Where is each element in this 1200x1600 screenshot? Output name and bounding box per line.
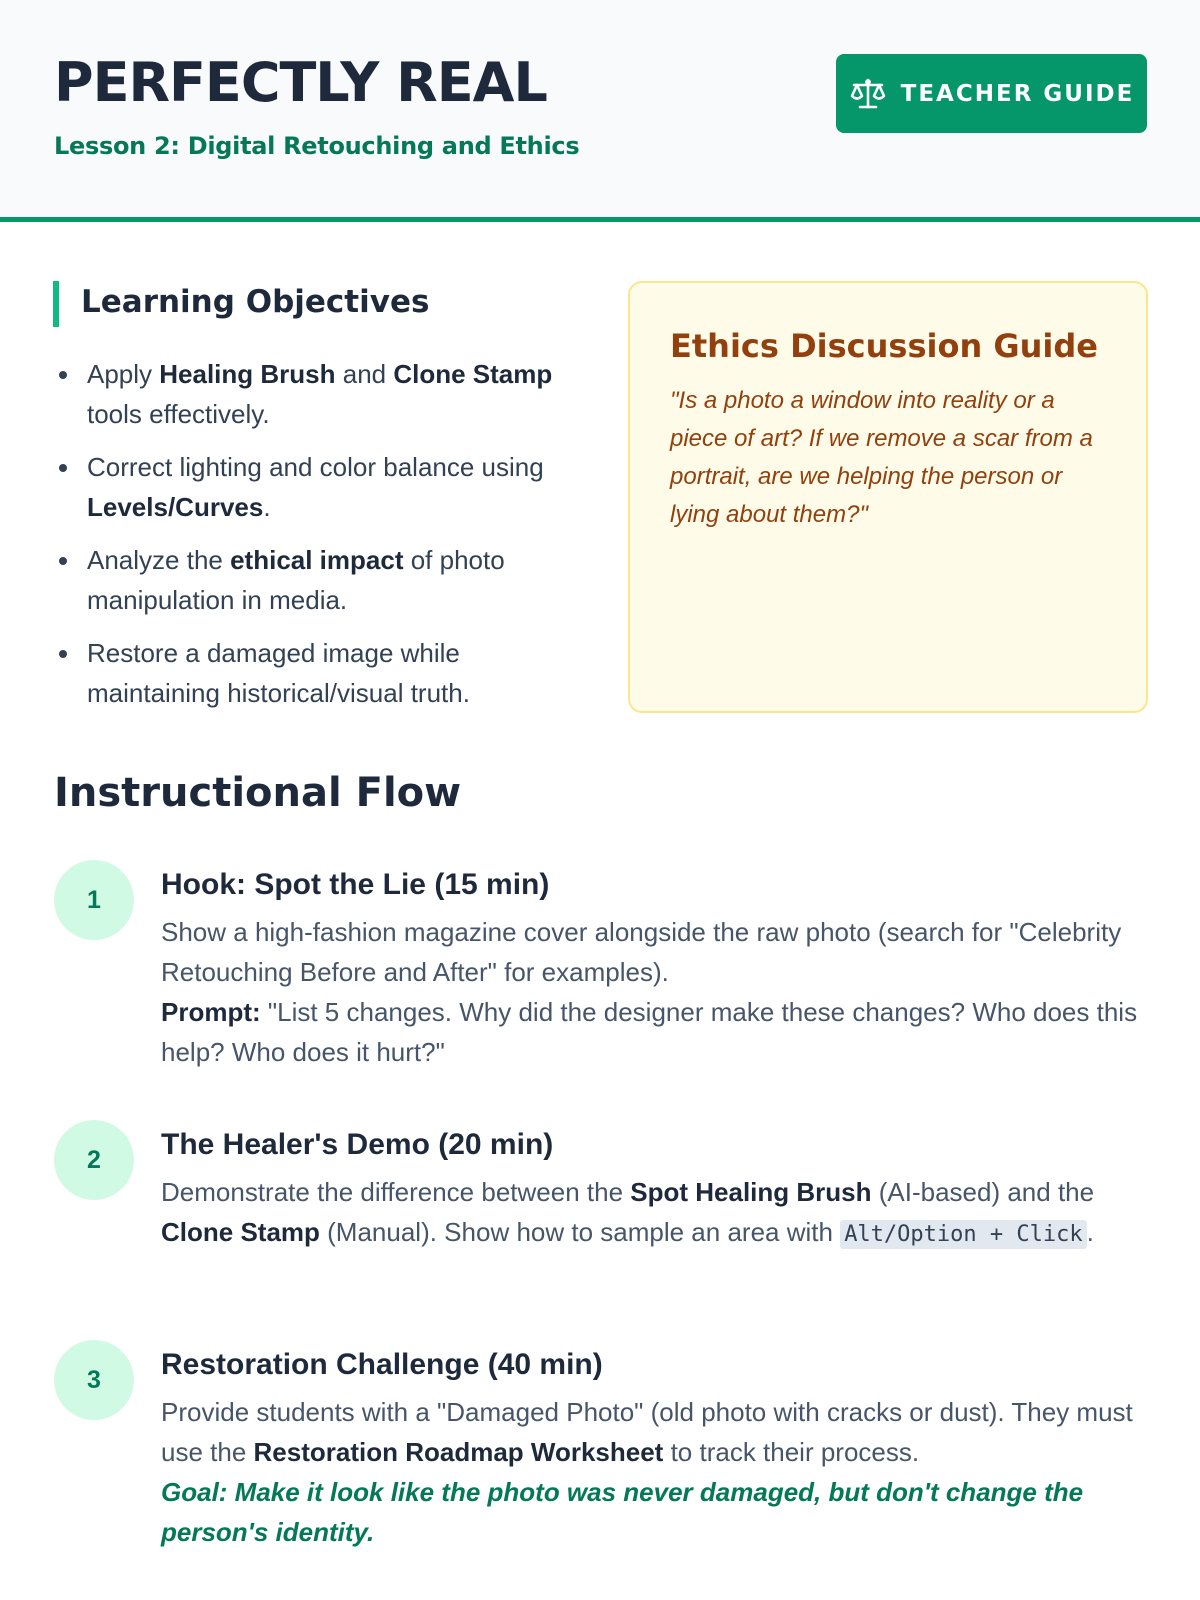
step-number-badge: 2 [54, 1120, 134, 1200]
step-title: The Healer's Demo (20 min) [161, 1128, 554, 1161]
step-goal: Goal: Make it look like the photo was never damaged, but don't change the person's identity. [161, 1477, 1084, 1547]
step-number-badge: 1 [54, 860, 134, 940]
objective-item: Restore a damaged image while maintaining historical/visual truth. [54, 633, 574, 713]
step-description: Provide students with a "Damaged Photo" (old photo with cracks or dust). They must use the Restoration Roadmap Worksheet to track their process. Goal: Make it look like the photo was never damaged, but don't change the person's identity. [161, 1392, 1151, 1552]
objectives-heading: Learning Objectives [81, 284, 430, 320]
ethics-quote: "Is a photo a window into reality or a piece of art? If we remove a scar from a portrait, are we helping the person or lying about them?" [670, 387, 1093, 528]
keyboard-shortcut: Alt/Option + Click [840, 1220, 1086, 1249]
bullet-dot [59, 650, 67, 658]
bullet-dot [59, 464, 67, 472]
page-title: PERFECTLY REAL [54, 51, 547, 114]
step-description: Demonstrate the difference between the Spot Healing Brush (AI-based) and the Clone Stamp (Manual). Show how to sample an area with Alt/Option + Click . [161, 1177, 1095, 1247]
bullet-dot [59, 371, 67, 379]
step-number-badge: 3 [54, 1340, 134, 1420]
objective-item: Correct lighting and color balance using Levels/Curves. [54, 447, 574, 527]
lesson-subtitle: Lesson 2: Digital Retouching and Ethics [54, 132, 580, 160]
bullet-dot [59, 557, 67, 565]
step-title: Hook: Spot the Lie (15 min) [161, 868, 550, 901]
objective-item: Apply Healing Brush and Clone Stamp tools effectively. [54, 354, 574, 434]
ethics-heading: Ethics Discussion Guide [670, 327, 1098, 365]
objective-item: Analyze the ethical impact of photo manipulation in media. [54, 540, 574, 620]
step-title: Restoration Challenge (40 min) [161, 1348, 603, 1381]
page-header [0, 0, 1200, 222]
objectives-list [54, 354, 574, 726]
teacher-guide-badge[interactable] [836, 54, 1147, 133]
ethics-discussion-card [628, 281, 1148, 713]
teacher-guide-label: TEACHER GUIDE [900, 80, 1135, 107]
objectives-accent-bar [53, 281, 59, 327]
step-description: Show a high-fashion magazine cover alongside the raw photo (search for "Celebrity Retouching Before and After" for examples). Prompt: "List 5 changes. Why did the designer make these changes? Who does this help? Who does it hurt?" [161, 917, 1138, 1067]
scale-icon [849, 77, 887, 111]
flow-heading: Instructional Flow [54, 770, 462, 816]
